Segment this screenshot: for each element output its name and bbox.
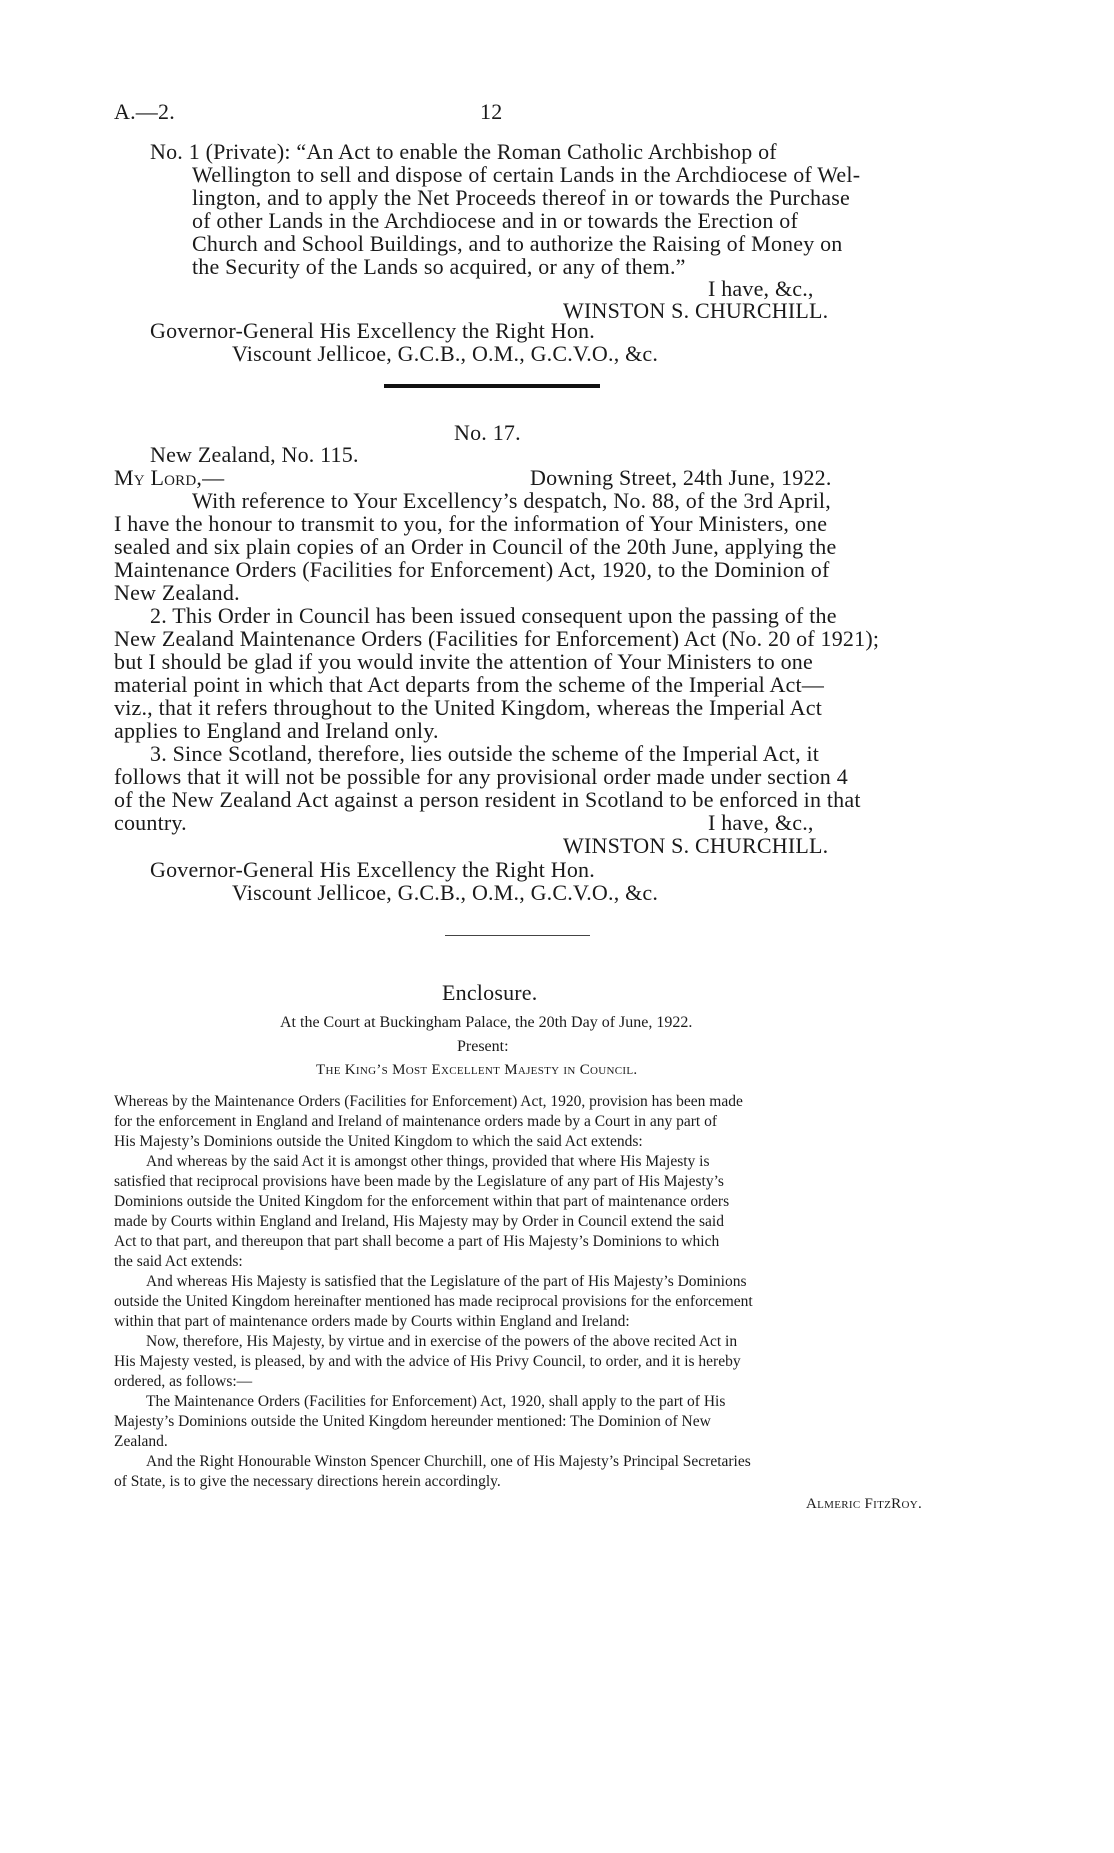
despatch-number: No. 17. [454, 420, 521, 445]
addressee-line: Governor-General His Excellency the Right Hon. [150, 318, 595, 343]
order-line: made by Courts within England and Ireland, His Majesty may by Order in Council extend the said [114, 1213, 724, 1230]
document-reference: A.—2. [114, 99, 175, 124]
body-line: New Zealand Maintenance Orders (Facilities for Enforcement) Act (No. 20 of 1921); [114, 626, 880, 651]
order-line: And the Right Honourable Winston Spencer Churchill, one of His Majesty’s Principal Secretaries [146, 1453, 751, 1470]
order-line: for the enforcement in England and Ireland of maintenance orders made by a Court in any part of [114, 1113, 717, 1130]
addressee-line: Governor-General His Excellency the Right Hon. [150, 857, 595, 882]
closing-formula: I have, &c., [708, 810, 814, 835]
body-line: No. 1 (Private): “An Act to enable the Roman Catholic Archbishop of [150, 139, 777, 164]
body-line: material point in which that Act departs from the scheme of the Imperial Act— [114, 672, 825, 697]
order-line: of State, is to give the necessary directions herein accordingly. [114, 1473, 501, 1490]
enclosure-title: Enclosure. [442, 980, 538, 1005]
body-line: Wellington to sell and dispose of certain Lands in the Archdiocese of Wel- [192, 162, 861, 187]
body-line: Church and School Buildings, and to authorize the Raising of Money on [192, 231, 843, 256]
body-line: 3. Since Scotland, therefore, lies outside the scheme of the Imperial Act, it [150, 741, 820, 766]
body-line: country. [114, 810, 187, 835]
body-line: With reference to Your Excellency’s despatch, No. 88, of the 3rd April, [192, 488, 831, 513]
body-line: of the New Zealand Act against a person resident in Scotland to be enforced in that [114, 787, 861, 812]
order-line: Zealand. [114, 1433, 168, 1450]
closing-formula: I have, &c., [708, 276, 814, 301]
order-line: And whereas by the said Act it is amongst other things, provided that where His Majesty is [146, 1153, 710, 1170]
section-divider [445, 935, 590, 936]
order-line: ordered, as follows:— [114, 1373, 253, 1390]
council-heading: The King’s Most Excellent Majesty in Council. [316, 1062, 638, 1078]
body-line: lington, and to apply the Net Proceeds thereof in or towards the Purchase [192, 185, 850, 210]
order-line: the said Act extends: [114, 1253, 243, 1270]
addressee-line: Viscount Jellicoe, G.C.B., O.M., G.C.V.O., &c. [232, 880, 659, 905]
page-number: 12 [480, 99, 503, 124]
body-line: applies to England and Ireland only. [114, 718, 439, 743]
order-line: The Maintenance Orders (Facilities for Enforcement) Act, 1920, shall apply to the part of His [146, 1393, 726, 1410]
clerk-signature: Almeric FitzRoy. [806, 1496, 923, 1512]
order-line: Majesty’s Dominions outside the United Kingdom hereunder mentioned: The Dominion of New [114, 1413, 711, 1430]
body-line: 2. This Order in Council has been issued consequent upon the passing of the [150, 603, 837, 628]
addressee-line: Viscount Jellicoe, G.C.B., O.M., G.C.V.O., &c. [232, 341, 659, 366]
place-date: Downing Street, 24th June, 1922. [530, 465, 832, 490]
body-line: of other Lands in the Archdiocese and in or towards the Erection of [192, 208, 798, 233]
court-line: At the Court at Buckingham Palace, the 20th Day of June, 1922. [280, 1014, 693, 1031]
present-line: Present: [457, 1038, 509, 1055]
body-line: but I should be glad if you would invite the attention of Your Ministers to one [114, 649, 813, 674]
signature: WINSTON S. CHURCHILL. [563, 833, 829, 858]
signature: WINSTON S. CHURCHILL. [563, 298, 829, 323]
order-line: outside the United Kingdom hereinafter mentioned has made reciprocal provisions for the enforcement [114, 1293, 753, 1310]
body-line: viz., that it refers throughout to the United Kingdom, whereas the Imperial Act [114, 695, 823, 720]
order-line: Whereas by the Maintenance Orders (Facilities for Enforcement) Act, 1920, provision has been made [114, 1093, 743, 1110]
order-line: His Majesty’s Dominions outside the United Kingdom to which the said Act extends: [114, 1133, 643, 1150]
order-line: Dominions outside the United Kingdom for the enforcement within that part of maintenance orders [114, 1193, 730, 1210]
order-line: His Majesty vested, is pleased, by and with the advice of His Privy Council, to order, and it is hereby [114, 1353, 741, 1370]
body-line: New Zealand. [114, 580, 240, 605]
order-line: Now, therefore, His Majesty, by virtue and in exercise of the powers of the above recited Act in [146, 1333, 738, 1350]
order-line: Act to that part, and thereupon that part shall become a part of His Majesty’s Dominions to which [114, 1233, 720, 1250]
section-divider [384, 384, 600, 388]
body-line: the Security of the Lands so acquired, or any of them.” [192, 254, 686, 279]
body-line: Maintenance Orders (Facilities for Enforcement) Act, 1920, to the Dominion of [114, 557, 830, 582]
body-line: follows that it will not be possible for any provisional order made under section 4 [114, 764, 848, 789]
order-line: within that part of maintenance orders made by Courts within England and Ireland: [114, 1313, 630, 1330]
salutation: My Lord,— [114, 465, 225, 490]
order-line: satisfied that reciprocal provisions have been made by the Legislature of any part of His Majesty’s [114, 1173, 724, 1190]
body-line: sealed and six plain copies of an Order in Council of the 20th June, applying the [114, 534, 837, 559]
body-line: I have the honour to transmit to you, for the information of Your Ministers, one [114, 511, 828, 536]
order-line: And whereas His Majesty is satisfied that the Legislature of the part of His Majesty’s Dominions [146, 1273, 747, 1290]
despatch-reference: New Zealand, No. 115. [150, 442, 359, 467]
